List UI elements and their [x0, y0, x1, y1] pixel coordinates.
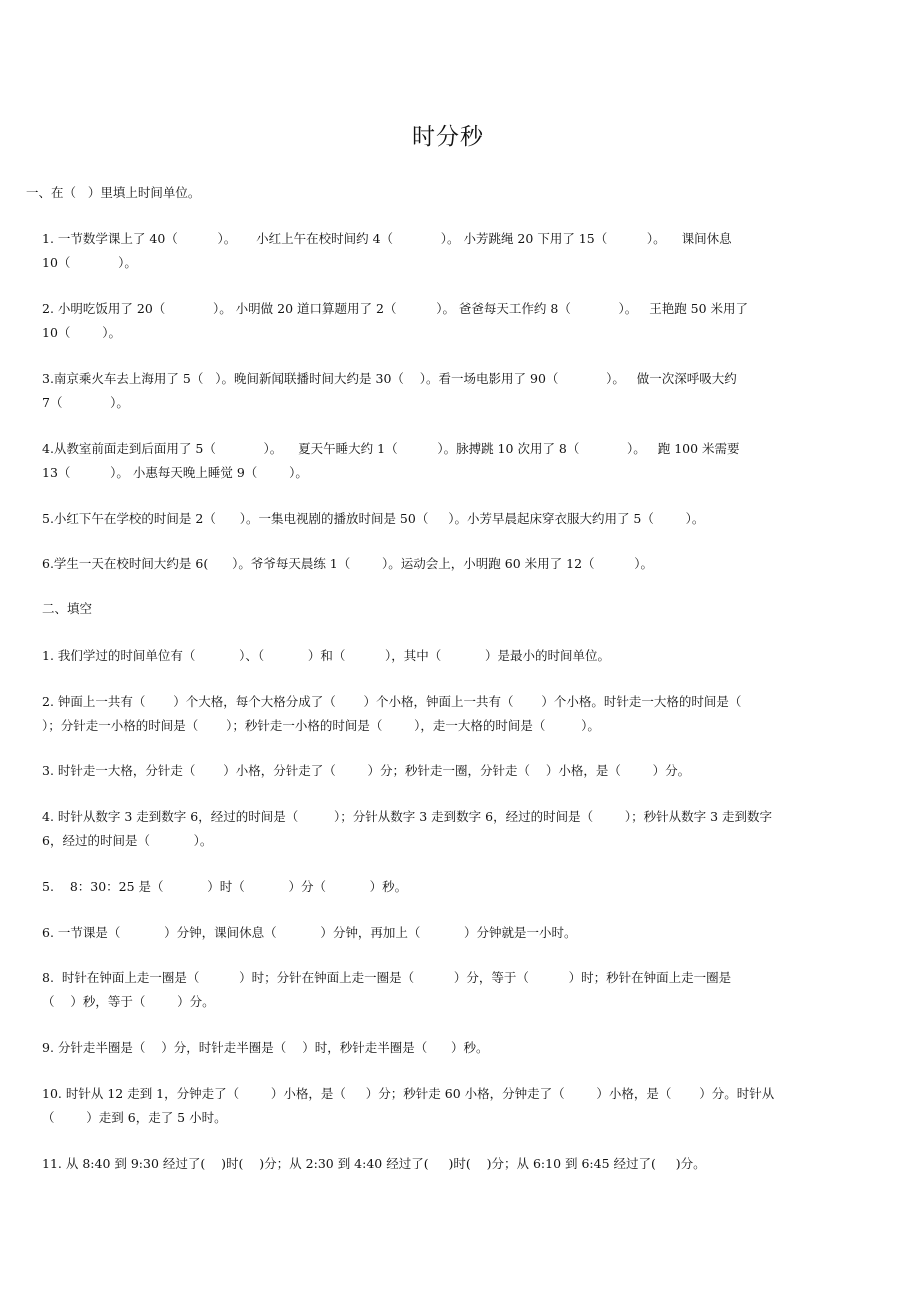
- question-line: 6，经过的时间是（ ）。: [42, 833, 213, 848]
- question-line: 1. 我们学过的时间单位有（ ）、（ ）和（ ），其中（ ）是最小的时间单位。: [42, 648, 611, 663]
- question-line: （ ）走到 6，走了 5 小时。: [42, 1110, 227, 1125]
- question-line: 4.从教室前面走到后面用了 5（ ）。 夏天午睡大约 1（ ）。脉搏跳 10 次用了 8（ ）。 跑 100 米需要: [42, 441, 740, 456]
- question-line: 5.小红下午在学校的时间是 2（ ）。一集电视剧的播放时间是 50（ ）。小芳早晨起床穿衣服大约用了 5（ ）。: [42, 511, 705, 526]
- question-line: 1. 一节数学课上了 40（ ）。 小红上午在校时间约 4（ ）。 小芳跳绳 20 下用了 15（ ）。 课间休息: [42, 231, 732, 246]
- section-heading-1: 一、在（ ）里填上时间单位。: [26, 185, 201, 200]
- question-line: 6.学生一天在校时间大约是 6( ）。爷爷每天晨练 1（ ）。运动会上，小明跑 60 米用了 12（ ）。: [42, 556, 654, 571]
- question-line: 3.南京乘火车去上海用了 5（ ）。晚间新闻联播时间大约是 30（ ）。看一场电影用了 90（ ）。 做一次深呼吸大约: [42, 371, 737, 386]
- question-line: （ ）秒，等于（ ）分。: [42, 994, 215, 1009]
- question-line: 2. 小明吃饭用了 20（ ）。 小明做 20 道口算题用了 2（ ）。 爸爸每天工作约 8（ ）。 王艳跑 50 米用了: [42, 301, 749, 316]
- question-line: 13（ ）。 小惠每天晚上睡觉 9（ ）。: [42, 465, 308, 480]
- question-line: 10（ ）。: [42, 325, 121, 340]
- question-line: 9. 分针走半圈是（ ）分，时针走半圈是（ ）时，秒针走半圈是（ ）秒。: [42, 1040, 489, 1055]
- question-line: 8. 时针在钟面上走一圈是（ ）时；分针在钟面上走一圈是（ ）分，等于（ ）时；秒针在钟面上走一圈是: [42, 970, 732, 985]
- question-line: 2. 钟面上一共有（ ）个大格，每个大格分成了（ ）个小格，钟面上一共有（ ）个小格。时针走一大格的时间是（: [42, 694, 742, 709]
- question-line: 5. 8：30：25 是（ ）时（ ）分（ ）秒。: [42, 879, 408, 894]
- section-heading-2: 二、填空: [42, 601, 93, 616]
- question-line: 3. 时针走一大格，分针走（ ）小格，分针走了（ ）分；秒针走一圈，分针走（ ）小格，是（ ）分。: [42, 763, 691, 778]
- page-title: 时分秒: [412, 124, 484, 150]
- question-line: 11. 从 8:40 到 9:30 经过了( )时( )分；从 2:30 到 4:40 经过了( )时( )分；从 6:10 到 6:45 经过了( )分。: [42, 1156, 706, 1171]
- question-line: 7（ ）。: [42, 395, 129, 410]
- question-line: ）；分针走一小格的时间是（ ）；秒针走一小格的时间是（ ），走一大格的时间是（ ）。: [42, 718, 600, 733]
- question-line: 4. 时针从数字 3 走到数字 6，经过的时间是（ ）；分针从数字 3 走到数字 6，经过的时间是（ ）；秒针从数字 3 走到数字: [42, 809, 773, 824]
- question-line: 6. 一节课是（ ）分钟，课间休息（ ）分钟，再加上（ ）分钟就是一小时。: [42, 925, 577, 940]
- question-line: 10. 时针从 12 走到 1，分钟走了（ ）小格，是（ ）分；秒针走 60 小格，分钟走了（ ）小格，是（ ）分。时针从: [42, 1086, 775, 1101]
- question-line: 10（ ）。: [42, 255, 137, 270]
